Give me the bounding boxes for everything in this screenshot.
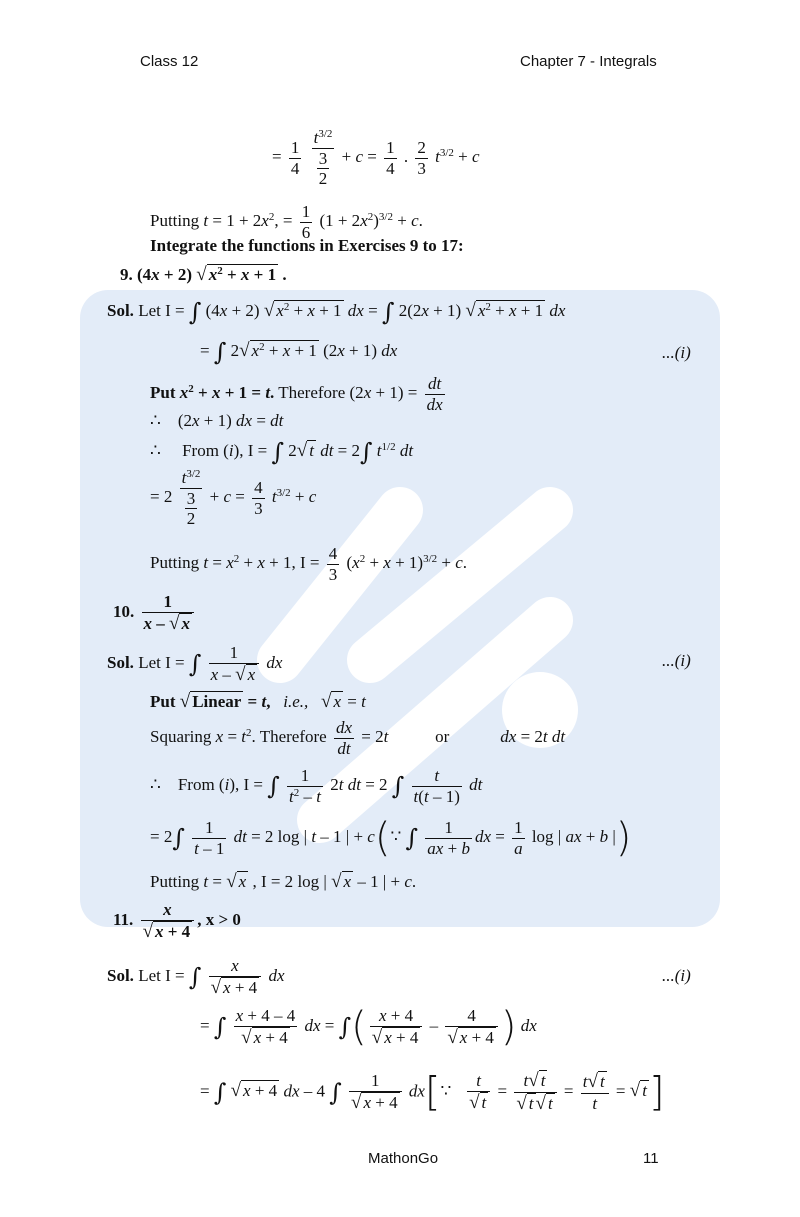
sol9-from-line: ∴ From (i), I = ∫ 2√ t dt = 2∫ $t^{1/2}$ dt xyxy=(150,438,414,466)
exercise-heading: Integrate the functions in Exercises 9 to 17: xyxy=(150,236,464,255)
sol-label: Sol. xyxy=(107,966,134,986)
sol9-dx-line: ∴ (2x + 1) dx = dt xyxy=(150,411,284,430)
sol11-line1: Sol. Let I = ∫ $\frac{x}{√ x + 4}$ dx xyxy=(107,956,285,998)
let-text: Let I = xyxy=(138,653,185,673)
question-number: 10. xyxy=(113,602,135,622)
question-10: 10. $\frac{1}{x - √ x}$ xyxy=(113,592,197,634)
header-class-label: Class 12 xyxy=(140,53,199,70)
putting-label: Putting xyxy=(150,552,200,572)
sol9-putting-line: Putting $t = x^2 + x + 1$, I = $\frac{4}{3}$ $(x^2 + x + 1)^{3/2} + c$. xyxy=(150,544,468,584)
sol-label: Sol. xyxy=(107,653,134,673)
sol9-put-line: Put $x^2 + x + 1 = t$. Therefore (2x + 1) = $\frac{dt}{dx}$ xyxy=(150,374,443,414)
sol10-put-line: Put √ Linear = t, i.e., √ x = t xyxy=(150,691,366,712)
let-text: Let I = xyxy=(138,966,185,986)
equation-ref: ...(i) xyxy=(662,966,691,985)
q11-condition: , x > 0 xyxy=(197,910,241,930)
putting-label: Putting xyxy=(150,210,200,230)
sol10-putting-line: Putting t = √ x , I = 2 log | √ x – 1 | + c. xyxy=(150,871,417,892)
sol10-line1: Sol. Let I = ∫ $\frac{1}{x - √ x}$ dx xyxy=(107,643,283,685)
sol9-line1: Sol. Let I = ∫ (4x + 2) √ $x^2 + x + 1$ dx = ∫ 2(2x + 1) √ $x^2 + x + 1$ dx xyxy=(107,298,566,326)
from-text: From xyxy=(177,774,215,794)
squaring-label: Squaring xyxy=(150,726,212,746)
footer-page-number: 11 xyxy=(643,1150,659,1167)
log-label: log xyxy=(277,826,300,846)
header-chapter-label: Chapter 7 - Integrals xyxy=(520,53,657,70)
question-number: 9. xyxy=(120,265,133,284)
or-label: or xyxy=(435,726,450,746)
sol10-from-line: ∴ From (i), I = ∫ $\frac{1}{t^2 - t}$ 2t dt = 2 ∫ $\frac{t}{t(t - 1)}$ dt xyxy=(150,766,483,806)
footer-brand: MathonGo xyxy=(368,1150,439,1167)
log-label: log xyxy=(297,872,320,891)
log-label: log xyxy=(531,826,554,846)
putting-line: Putting $t = 1 + 2x^2$, = $\frac{1}{6}$ $(1 + 2x^2)^{3/2} + c$. xyxy=(150,202,423,242)
sol11-line3: = ∫ √ x + 4 dx – 4 ∫ $\frac{1}{√ x + 4}$ dx[∵ $\frac{t}{√ t}$ = $\frac{t√ t}{√ t √ t}$ = $\frac{t√ t}{t}$ = √ t] xyxy=(200,1069,665,1116)
let-text: Let I = xyxy=(138,300,185,320)
linear-label: Linear xyxy=(192,692,242,711)
question-9: 9. (4x + 2) √ $x^2 + x + 1$ . xyxy=(120,264,287,285)
question-11: 11. $\frac{x}{√ x + 4}$ , x > 0 xyxy=(113,900,241,942)
sol10-squaring-line: Squaring $x = t^2$. Therefore $\frac{dx}{dt}$ = 2t or dx = 2t dt xyxy=(150,718,566,758)
put-label: Put xyxy=(150,382,176,402)
sol11-line2: = ∫ $\frac{x + 4 - 4}{√ x + 4}$ dx = ∫( $\frac{x + 4}{√ x + 4}$ – $\frac{4}{√ x + 4}$ ) dx xyxy=(200,1004,537,1051)
equation-ref: ...(i) xyxy=(662,651,691,670)
putting-label: Putting xyxy=(150,872,200,891)
math-line: = $\frac{1}{4}$ $\frac{t^{3/2}}{\frac{3}{2}}$ + c = $\frac{1}{4}$ . $\frac{2}{3}$ $t^{3/2} + c$ xyxy=(272,127,480,189)
sol9-result-line: = 2 $\frac{t^{3/2}}{\frac{3}{2}}$ + c = $\frac{4}{3}$ $t^{3/2} + c$ xyxy=(150,467,317,529)
put-label: Put xyxy=(150,692,176,711)
sol9-line2: = ∫ 2√ $x^2 + x + 1$ (2x + 1) dx xyxy=(200,338,398,366)
from-text: From xyxy=(182,440,219,460)
ie-label: i.e., xyxy=(283,692,309,711)
therefore-text: Therefore xyxy=(259,726,327,746)
sol-label: Sol. xyxy=(107,300,134,320)
equation-ref: ...(i) xyxy=(662,343,691,362)
sol10-result-line: = 2∫ $\frac{1}{t - 1}$ dt = 2 log | t – 1 | + c(∵ ∫ $\frac{1}{ax + b}$ dx = $\frac{1}{a}$ log | ax + b |) xyxy=(150,815,632,862)
therefore-text: Therefore xyxy=(278,382,346,402)
question-number: 11. xyxy=(113,910,134,930)
